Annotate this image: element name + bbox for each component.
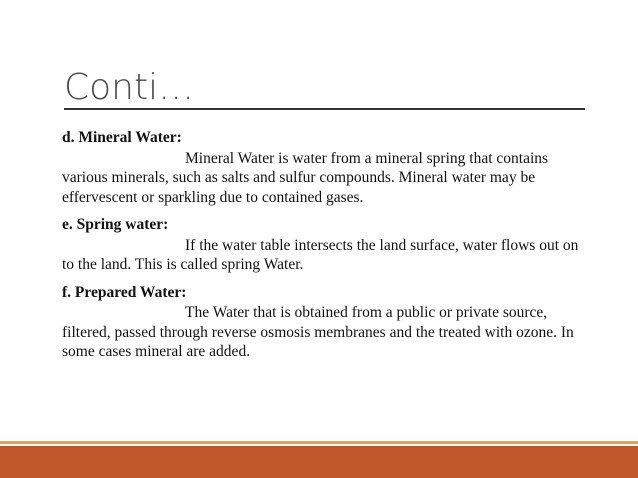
title-underline [64, 108, 585, 110]
section-text: If the water table intersects the land surface, water flows out on to the land. This is called spring Water. [62, 236, 579, 273]
footer-band [0, 446, 638, 478]
section-text: Mineral Water is water from a mineral spring that contains various minerals, such as salts and sulfur compounds. Mineral water may be effervescent or sparkling due to contained gases. [62, 149, 549, 206]
section-spring-water [62, 215, 582, 275]
section-prepared-water [62, 283, 582, 362]
section-text: The Water that is obtained from a public or private source, filtered, passed through reverse osmosis membranes and the treated with ozone. In some cases mineral are added. [62, 304, 574, 360]
section-mineral-water [62, 128, 582, 207]
slide-content [62, 128, 582, 370]
footer-accent-line [0, 441, 638, 444]
slide-title: Conti… [64, 67, 195, 108]
section-heading: e. Spring water: [62, 216, 169, 233]
section-heading: d. Mineral Water: [62, 129, 182, 146]
section-heading: f. Prepared Water: [62, 283, 187, 301]
